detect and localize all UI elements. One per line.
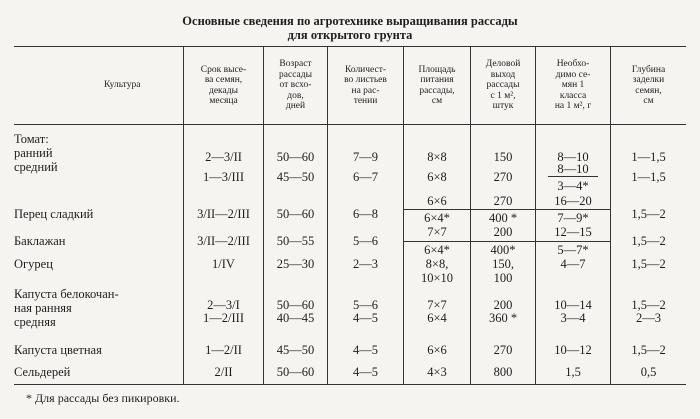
table-title-line-2: для открытого грунта xyxy=(287,28,413,42)
area-eggplant: 7×7 xyxy=(427,225,447,239)
age-tomato-early: 50—60 xyxy=(276,150,315,164)
yield-cucumber: 150, 100 xyxy=(492,257,514,285)
area-cucumber: 8×8, 10×10 xyxy=(420,257,454,285)
yield-eggplant-no-pricking: 400* xyxy=(490,243,516,257)
sowing-cabbage-early: 2—3/I xyxy=(207,298,240,312)
seed-cabbage-early: 10—14 xyxy=(554,298,592,312)
header-bottom-rule xyxy=(14,124,686,125)
area-cabbage-mid: 6×4 xyxy=(427,311,447,325)
leaves-cabbage-mid: 4—5 xyxy=(353,311,378,325)
seed-pepper: 16—20 xyxy=(554,194,592,208)
culture-eggplant: Баклажан xyxy=(14,234,66,248)
seed-celery: 1,5 xyxy=(565,365,581,379)
age-celery: 50—60 xyxy=(276,365,315,379)
depth-cabbage-early: 1,5—2 xyxy=(631,298,666,312)
yield-tomato-early: 150 xyxy=(493,150,513,164)
yield-cabbage-early: 200 xyxy=(493,298,513,312)
yield-pepper-no-pricking: 400 * xyxy=(488,211,518,225)
sowing-pepper: 3/II—2/III xyxy=(197,207,250,221)
depth-tomato-mid: 1—1,5 xyxy=(631,170,666,184)
culture-pepper: Перец сладкий xyxy=(14,207,94,221)
culture-cauliflower: Капуста цветная xyxy=(14,343,102,357)
sowing-cauliflower: 1—2/II xyxy=(205,343,242,357)
subrow-rule xyxy=(404,209,610,210)
leaves-cabbage-early: 5—6 xyxy=(353,298,378,312)
header-seedling-yield: Деловой выход рассады с 1 м², штук xyxy=(485,59,521,112)
area-cauliflower: 6×6 xyxy=(427,343,447,357)
leaves-eggplant: 5—6 xyxy=(353,234,378,248)
age-cabbage-early: 50—60 xyxy=(276,298,315,312)
yield-tomato-mid: 270 xyxy=(493,170,513,184)
leaves-pepper: 6—8 xyxy=(353,207,378,221)
area-tomato-early: 8×8 xyxy=(427,150,447,164)
seed-cauliflower: 10—12 xyxy=(554,343,592,357)
seed-eggplant-no-pricking: 5—7* xyxy=(557,243,589,257)
area-cabbage-early: 7×7 xyxy=(427,298,447,312)
table-title-line-1: Основные сведения по агротехнике выращивания рассады xyxy=(182,14,518,28)
yield-eggplant: 200 xyxy=(493,225,513,239)
subrow-rule xyxy=(548,176,598,177)
depth-tomato-early: 1—1,5 xyxy=(631,150,666,164)
culture-cucumber: Огурец xyxy=(14,257,53,271)
seed-pepper-no-pricking: 7—9* xyxy=(557,211,589,225)
header-leaf-count: Количест- во листьев на рас- тении xyxy=(344,64,387,106)
depth-celery: 0,5 xyxy=(640,365,657,379)
header-sowing-depth: Глубина заделки семян, см xyxy=(631,64,666,106)
culture-celery: Сельдерей xyxy=(14,365,71,379)
area-pepper-no-pricking: 6×4* xyxy=(424,211,450,225)
depth-pepper: 1,5—2 xyxy=(631,207,666,221)
age-pepper: 50—60 xyxy=(276,207,315,221)
depth-cabbage-mid: 2—3 xyxy=(636,311,661,325)
yield-celery: 800 xyxy=(493,365,513,379)
culture-cabbage-white: Капуста белокочан- ная ранняя средняя xyxy=(14,287,119,329)
yield-cauliflower: 270 xyxy=(493,343,513,357)
header-feeding-area: Площадь питания рассады, см xyxy=(418,64,456,106)
seed-tomato-no-pricking: 3—4* xyxy=(557,179,589,193)
leaves-tomato-mid: 6—7 xyxy=(353,170,378,184)
subrow-rule xyxy=(404,241,610,242)
age-cauliflower: 45—50 xyxy=(276,343,315,357)
seed-tomato-mid: 8—10 xyxy=(557,162,589,176)
header-seed-required: Необхо- димо се- мян 1 класса на 1 м², г xyxy=(554,59,592,112)
age-tomato-mid: 45—50 xyxy=(276,170,315,184)
seed-cabbage-mid: 3—4 xyxy=(560,311,586,325)
leaves-cauliflower: 4—5 xyxy=(353,343,378,357)
header-sowing-date: Срок высе- ва семян, декады месяца xyxy=(200,64,247,106)
sowing-tomato-mid: 1—3/III xyxy=(203,170,244,184)
age-cabbage-mid: 40—45 xyxy=(276,311,315,325)
footnote: * Для рассады без пикировки. xyxy=(26,391,180,405)
sowing-cucumber: 1/IV xyxy=(212,257,235,271)
depth-eggplant: 1,5—2 xyxy=(631,234,666,248)
yield-cabbage-mid: 360 * xyxy=(488,311,518,325)
leaves-celery: 4—5 xyxy=(353,365,378,379)
culture-tomato: Томат: ранний средний xyxy=(14,132,58,174)
header-seedling-age: Возраст рассады от всхо- дов, дней xyxy=(279,59,312,112)
sowing-eggplant: 3/II—2/III xyxy=(197,234,250,248)
depth-cauliflower: 1,5—2 xyxy=(631,343,666,357)
leaves-cucumber: 2—3 xyxy=(353,257,378,271)
sowing-cabbage-mid: 1—2/III xyxy=(203,311,244,325)
depth-cucumber: 1,5—2 xyxy=(631,257,666,271)
header-culture: Культура xyxy=(104,80,141,91)
sowing-celery: 2/II xyxy=(214,365,233,379)
seed-tomato-early: 8—10 xyxy=(557,150,589,164)
area-celery: 4×3 xyxy=(427,365,447,379)
age-eggplant: 50—55 xyxy=(276,234,315,248)
seed-eggplant: 12—15 xyxy=(554,225,592,239)
yield-pepper: 270 xyxy=(493,194,513,208)
sowing-tomato-early: 2—3/II xyxy=(205,150,242,164)
age-cucumber: 25—30 xyxy=(276,257,315,271)
area-tomato-mid: 6×8 xyxy=(427,170,447,184)
seed-cucumber: 4—7 xyxy=(560,257,586,271)
table-bottom-rule xyxy=(14,384,686,385)
area-eggplant-no-pricking: 6×4* xyxy=(424,243,450,257)
leaves-tomato-early: 7—9 xyxy=(353,150,378,164)
area-pepper: 6×6 xyxy=(427,194,447,208)
